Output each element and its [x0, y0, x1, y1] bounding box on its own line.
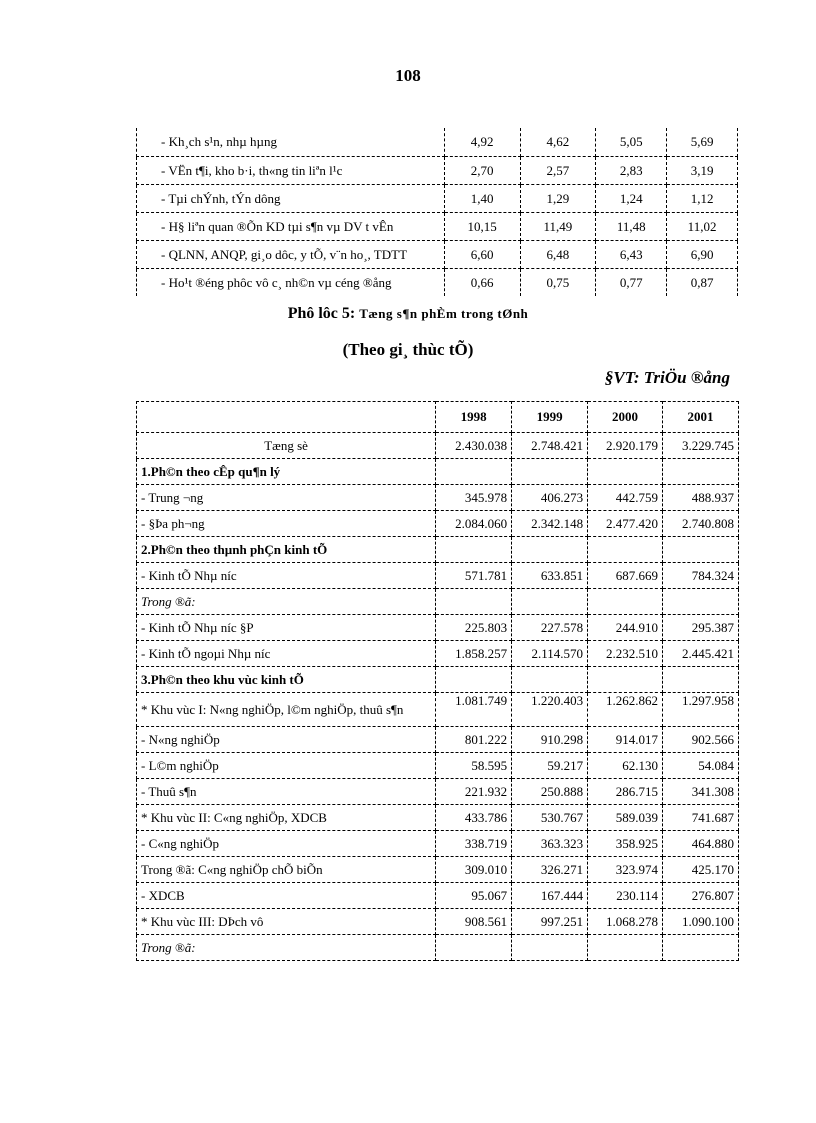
row-label: - Tµi chÝnh, tÝn dông — [137, 184, 445, 212]
cell-1999: 1,29 — [520, 184, 596, 212]
table-row — [137, 753, 739, 779]
cell-2001: 3.229.745 — [663, 433, 739, 459]
cell-1998: 2.084.060 — [436, 511, 512, 537]
cell-2000: 62.130 — [588, 753, 663, 779]
cell-2001: 6,90 — [667, 240, 738, 268]
cell-1998: 1.081.749 — [436, 693, 512, 727]
table-row — [137, 641, 739, 667]
cell-1998: 221.932 — [436, 779, 512, 805]
cell-2000: 6,43 — [596, 240, 667, 268]
cell-1998: 6,60 — [444, 240, 520, 268]
cell-2001: 276.807 — [663, 883, 739, 909]
top-table-row — [137, 156, 738, 184]
cell-2001: 11,02 — [667, 212, 738, 240]
row-label: 2.Ph©n theo thµnh phÇn kinh tÕ — [137, 537, 436, 563]
cell-1999: 997.251 — [512, 909, 588, 935]
top-table-row — [137, 240, 738, 268]
row-label: 1.Ph©n theo cÊp qu¶n lý — [137, 459, 436, 485]
cell-1999 — [512, 589, 588, 615]
cell-2001: 3,19 — [667, 156, 738, 184]
row-label: - XDCB — [137, 883, 436, 909]
cell-2000: 5,05 — [596, 128, 667, 156]
top-table-row — [137, 212, 738, 240]
header-blank — [137, 402, 436, 433]
row-label: - H§ liªn quan ®Õn KD tµi s¶n vµ DV t vÊn — [137, 212, 445, 240]
cell-2001 — [663, 537, 739, 563]
cell-2001: 1.090.100 — [663, 909, 739, 935]
table-row — [137, 831, 739, 857]
cell-2000: 358.925 — [588, 831, 663, 857]
appendix-label: Phô lôc 5: — [287, 305, 356, 322]
table-row — [137, 563, 739, 589]
row-label: - Trung ¬ng — [137, 485, 436, 511]
row-label: - Kinh tÕ Nhµ níc §P — [137, 615, 436, 641]
row-label: Tæng sè — [137, 433, 436, 459]
cell-1999: 530.767 — [512, 805, 588, 831]
table-row — [137, 615, 739, 641]
cell-1998: 309.010 — [436, 857, 512, 883]
cell-2000 — [588, 667, 663, 693]
header-year-2000: 2000 — [588, 402, 663, 433]
cell-2000: 11,48 — [596, 212, 667, 240]
row-label: - QLNN, ANQP, gi¸o dôc, y tÕ, v¨n ho¸, TDTT — [137, 240, 445, 268]
cell-2000: 0,77 — [596, 268, 667, 296]
cell-1999 — [512, 459, 588, 485]
cell-2000 — [588, 537, 663, 563]
row-label: * Khu vùc I: N«ng nghiÖp, l©m nghiÖp, thuû s¶n — [137, 693, 436, 727]
cell-2000 — [588, 459, 663, 485]
cell-2001: 1,12 — [667, 184, 738, 212]
cell-2000: 2.920.179 — [588, 433, 663, 459]
cell-1999 — [512, 667, 588, 693]
cell-1998: 801.222 — [436, 727, 512, 753]
cell-1998: 0,66 — [444, 268, 520, 296]
cell-2001: 341.308 — [663, 779, 739, 805]
cell-2000: 323.974 — [588, 857, 663, 883]
cell-2001: 741.687 — [663, 805, 739, 831]
cell-2000: 2,83 — [596, 156, 667, 184]
cell-2001: 1.297.958 — [663, 693, 739, 727]
cell-2001: 295.387 — [663, 615, 739, 641]
appendix-subtitle: Tæng s¶n phÈm trong tØnh — [359, 306, 529, 321]
cell-1999: 167.444 — [512, 883, 588, 909]
cell-1998: 10,15 — [444, 212, 520, 240]
row-label: * Khu vùc II: C«ng nghiÖp, XDCB — [137, 805, 436, 831]
cell-2001: 425.170 — [663, 857, 739, 883]
table-row — [137, 667, 739, 693]
cell-1999: 326.271 — [512, 857, 588, 883]
cell-2001: 5,69 — [667, 128, 738, 156]
cell-2000: 589.039 — [588, 805, 663, 831]
cell-2000: 1.068.278 — [588, 909, 663, 935]
row-label: - N«ng nghiÖp — [137, 727, 436, 753]
cell-1999: 406.273 — [512, 485, 588, 511]
cell-1998 — [436, 589, 512, 615]
cell-1998 — [436, 537, 512, 563]
row-label: - Kinh tÕ Nhµ níc — [137, 563, 436, 589]
unit-label: §VT: TriÖu ®ång — [604, 368, 730, 387]
cell-1998: 58.595 — [436, 753, 512, 779]
cell-2000: 230.114 — [588, 883, 663, 909]
cell-2001: 464.880 — [663, 831, 739, 857]
header-year-1998: 1998 — [436, 402, 512, 433]
cell-2000: 244.910 — [588, 615, 663, 641]
cell-2000: 687.669 — [588, 563, 663, 589]
cell-1999: 910.298 — [512, 727, 588, 753]
price-basis: (Theo gi¸ thùc tÕ) — [342, 340, 474, 359]
cell-1998: 908.561 — [436, 909, 512, 935]
table-row — [137, 727, 739, 753]
row-label: Trong ®ã: — [137, 589, 436, 615]
row-label: - §Þa ph¬ng — [137, 511, 436, 537]
cell-2000: 442.759 — [588, 485, 663, 511]
table-row — [137, 909, 739, 935]
cell-1999: 0,75 — [520, 268, 596, 296]
top-table — [136, 128, 738, 296]
cell-1999: 59.217 — [512, 753, 588, 779]
cell-2001: 54.084 — [663, 753, 739, 779]
cell-2000: 286.715 — [588, 779, 663, 805]
cell-2000 — [588, 935, 663, 961]
cell-1998: 345.978 — [436, 485, 512, 511]
cell-1998: 1.858.257 — [436, 641, 512, 667]
top-table-row — [137, 268, 738, 296]
cell-1998: 4,92 — [444, 128, 520, 156]
row-label: - C«ng nghiÖp — [137, 831, 436, 857]
table-row — [137, 485, 739, 511]
cell-1998: 1,40 — [444, 184, 520, 212]
table-row — [137, 589, 739, 615]
top-table-row — [137, 184, 738, 212]
row-label: - VËn t¶i, kho b·i, th«ng tin liªn l¹c — [137, 156, 445, 184]
header-year-1999: 1999 — [512, 402, 588, 433]
cell-2000: 1,24 — [596, 184, 667, 212]
cell-1999 — [512, 537, 588, 563]
cell-2001 — [663, 667, 739, 693]
header-year-2001: 2001 — [663, 402, 739, 433]
cell-1999: 6,48 — [520, 240, 596, 268]
cell-2001: 2.445.421 — [663, 641, 739, 667]
cell-1998: 571.781 — [436, 563, 512, 589]
row-label: - Kinh tÕ ngoµi Nhµ níc — [137, 641, 436, 667]
row-label: 3.Ph©n theo khu vùc kinh tÕ — [137, 667, 436, 693]
cell-1998: 95.067 — [436, 883, 512, 909]
cell-1998: 225.803 — [436, 615, 512, 641]
row-label: - Thuû s¶n — [137, 779, 436, 805]
cell-2000: 1.262.862 — [588, 693, 663, 727]
row-label: Trong ®ã: C«ng nghiÖp chÕ biÕn — [137, 857, 436, 883]
cell-2000: 2.477.420 — [588, 511, 663, 537]
cell-1999: 2.114.570 — [512, 641, 588, 667]
row-label: - L©m nghiÖp — [137, 753, 436, 779]
page-number: 108 — [395, 66, 421, 85]
cell-2000: 2.232.510 — [588, 641, 663, 667]
cell-1999: 2.748.421 — [512, 433, 588, 459]
cell-2000: 914.017 — [588, 727, 663, 753]
cell-1998: 2.430.038 — [436, 433, 512, 459]
cell-1999: 363.323 — [512, 831, 588, 857]
table-row — [137, 433, 739, 459]
table-row — [137, 857, 739, 883]
row-label: * Khu vùc III: DÞch vô — [137, 909, 436, 935]
table-row — [137, 935, 739, 961]
row-label: - Ho¹t ®éng phôc vô c¸ nh©n vµ céng ®ång — [137, 268, 445, 296]
cell-2000 — [588, 589, 663, 615]
cell-1998: 338.719 — [436, 831, 512, 857]
cell-1999: 4,62 — [520, 128, 596, 156]
cell-2001: 0,87 — [667, 268, 738, 296]
row-label: - Kh¸ch s¹n, nhµ hµng — [137, 128, 445, 156]
cell-1999 — [512, 935, 588, 961]
cell-1998 — [436, 667, 512, 693]
table-row — [137, 883, 739, 909]
cell-1998 — [436, 935, 512, 961]
cell-1999: 250.888 — [512, 779, 588, 805]
cell-1999: 1.220.403 — [512, 693, 588, 727]
cell-1999: 2,57 — [520, 156, 596, 184]
cell-2001: 784.324 — [663, 563, 739, 589]
cell-1999: 2.342.148 — [512, 511, 588, 537]
cell-2001 — [663, 459, 739, 485]
table-row — [137, 693, 739, 727]
cell-1999: 633.851 — [512, 563, 588, 589]
table-row — [137, 779, 739, 805]
cell-2001: 902.566 — [663, 727, 739, 753]
cell-2001 — [663, 589, 739, 615]
main-table — [136, 401, 739, 961]
table-row — [137, 805, 739, 831]
cell-1999: 11,49 — [520, 212, 596, 240]
cell-1998: 2,70 — [444, 156, 520, 184]
cell-1998 — [436, 459, 512, 485]
table-row — [137, 459, 739, 485]
appendix-title — [0, 305, 816, 323]
table-row — [137, 511, 739, 537]
table-row — [137, 537, 739, 563]
cell-1999: 227.578 — [512, 615, 588, 641]
cell-2001: 2.740.808 — [663, 511, 739, 537]
cell-1998: 433.786 — [436, 805, 512, 831]
row-label: Trong ®ã: — [137, 935, 436, 961]
cell-2001: 488.937 — [663, 485, 739, 511]
top-table-row — [137, 128, 738, 156]
cell-2001 — [663, 935, 739, 961]
